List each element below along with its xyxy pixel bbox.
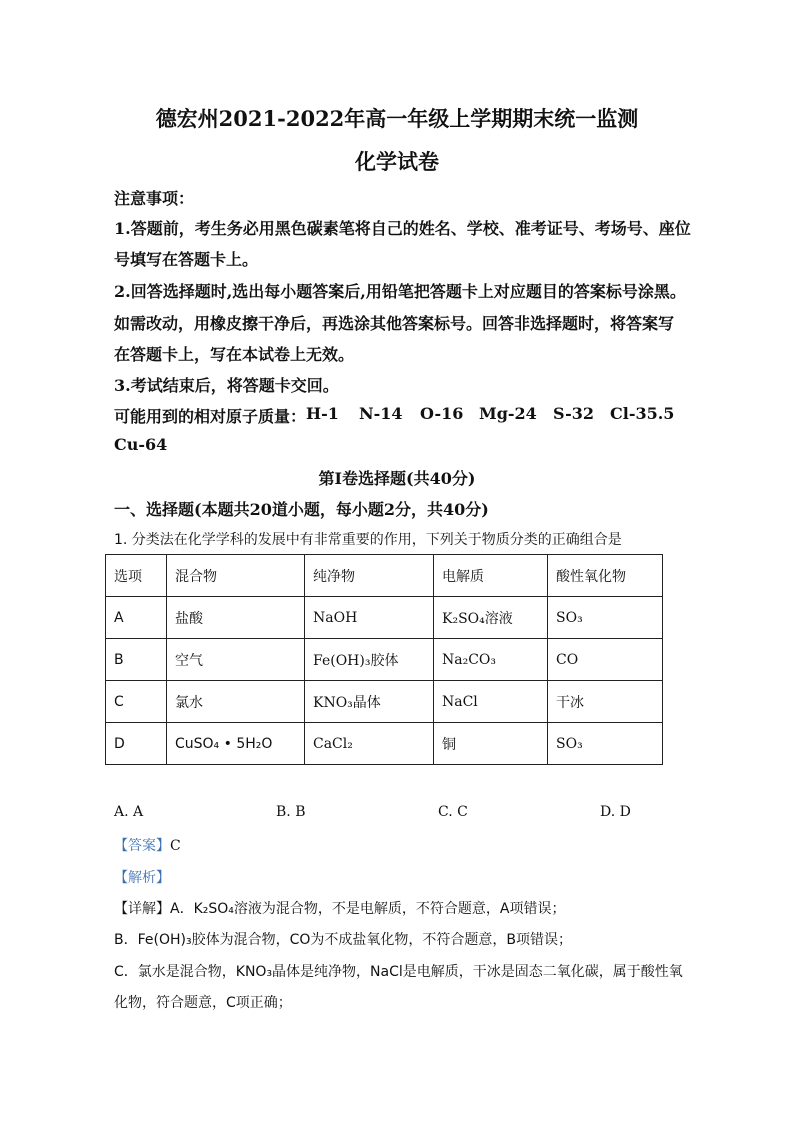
explanation-line: 【详解】A．K₂SO₄溶液为混合物，不是电解质，不符合题意，A项错误； bbox=[114, 901, 566, 917]
explanation-line: C．氯水是混合物，KNO₃晶体是纯净物，NaCl是电解质，干冰是固态二氧化碳，属于酸性氧 bbox=[114, 964, 683, 980]
table-cell: Na₂CO₃ bbox=[434, 639, 548, 681]
atomic-mass-item: S-32 bbox=[553, 404, 595, 423]
choice-b: B. B bbox=[276, 804, 306, 820]
table-cell: K₂SO₄溶液 bbox=[434, 597, 548, 639]
table-cell: Fe(OH)₃胶体 bbox=[305, 639, 434, 681]
table-row bbox=[106, 681, 663, 723]
table-cell: SO₃ bbox=[548, 597, 663, 639]
table-cell: B bbox=[106, 639, 167, 681]
table-cell: A bbox=[106, 597, 167, 639]
table-header-cell: 电解质 bbox=[434, 555, 548, 597]
notes-line: 在答题卡上，写在本试卷上无效。 bbox=[114, 345, 355, 364]
answer-line bbox=[114, 835, 181, 855]
table-row bbox=[106, 597, 663, 639]
exam-title: 德宏州2021-2022年高一年级上学期期末统一监测 bbox=[155, 106, 639, 131]
table-cell: 铜 bbox=[434, 723, 548, 765]
table-header-row bbox=[106, 555, 663, 597]
atomic-mass-item: Mg-24 bbox=[479, 404, 537, 423]
explanation-line: 化物，符合题意，C项正确； bbox=[114, 995, 292, 1011]
table-row bbox=[106, 723, 663, 765]
table-header-cell: 纯净物 bbox=[305, 555, 434, 597]
notes-line: 1.答题前，考生务必用黑色碳素笔将自己的姓名、学校、准考证号、考场号、座位 bbox=[114, 219, 691, 238]
section-title: 第Ⅰ卷选择题(共40分) bbox=[318, 469, 476, 488]
exam-subtitle: 化学试卷 bbox=[355, 149, 439, 174]
answer-tag: 【答案】 bbox=[114, 838, 170, 854]
choice-d: D. D bbox=[600, 804, 631, 820]
notes-heading: 注意事项： bbox=[114, 189, 195, 208]
table-cell: NaCl bbox=[434, 681, 548, 723]
atomic-masses-last: Cu-64 bbox=[114, 435, 168, 454]
choice-a: A. A bbox=[114, 804, 144, 820]
notes-line: 3.考试结束后，将答题卡交回。 bbox=[114, 376, 339, 395]
table-header-cell: 混合物 bbox=[167, 555, 305, 597]
table-cell: D bbox=[106, 723, 167, 765]
atomic-mass-item: Cl-35.5 bbox=[610, 404, 675, 423]
analysis-line bbox=[114, 867, 170, 887]
table-header-cell: 酸性氧化物 bbox=[548, 555, 663, 597]
table-cell: SO₃ bbox=[548, 723, 663, 765]
table-cell: NaOH bbox=[305, 597, 434, 639]
table-cell: CO bbox=[548, 639, 663, 681]
classification-table bbox=[105, 554, 663, 765]
table-header-cell: 选项 bbox=[106, 555, 167, 597]
choice-c: C. C bbox=[438, 804, 468, 820]
atomic-mass-item: H-1 bbox=[306, 404, 339, 423]
atomic-mass-item: O-16 bbox=[420, 404, 464, 423]
notes-line: 2.回答选择题时,选出每小题答案后,用铅笔把答题卡上对应题目的答案标号涂黑。 bbox=[114, 282, 686, 301]
explanation-line: B．Fe(OH)₃胶体为混合物，CO为不成盐氧化物，不符合题意，B项错误； bbox=[114, 932, 572, 948]
atomic-mass-item: N-14 bbox=[359, 404, 403, 423]
answer-value: C bbox=[170, 838, 181, 854]
question-stem: 1. 分类法在化学学科的发展中有非常重要的作用，下列关于物质分类的正确组合是 bbox=[114, 532, 622, 548]
table-row bbox=[106, 639, 663, 681]
table-cell: 空气 bbox=[167, 639, 305, 681]
table-cell: 氯水 bbox=[167, 681, 305, 723]
table-cell: 盐酸 bbox=[167, 597, 305, 639]
notes-line: 号填写在答题卡上。 bbox=[114, 250, 259, 269]
table-cell: KNO₃晶体 bbox=[305, 681, 434, 723]
table-cell: 干冰 bbox=[548, 681, 663, 723]
table-cell: CuSO₄ • 5H₂O bbox=[167, 723, 305, 765]
section-subtitle: 一、选择题(本题共20道小题，每小题2分，共40分) bbox=[114, 500, 489, 519]
notes-line: 如需改动，用橡皮擦干净后，再选涂其他答案标号。回答非选择题时，将答案写 bbox=[114, 314, 675, 333]
table-cell: CaCl₂ bbox=[305, 723, 434, 765]
table-cell: C bbox=[106, 681, 167, 723]
analysis-tag: 【解析】 bbox=[114, 870, 170, 886]
atomic-masses-label: 可能用到的相对原子质量： bbox=[114, 407, 307, 426]
